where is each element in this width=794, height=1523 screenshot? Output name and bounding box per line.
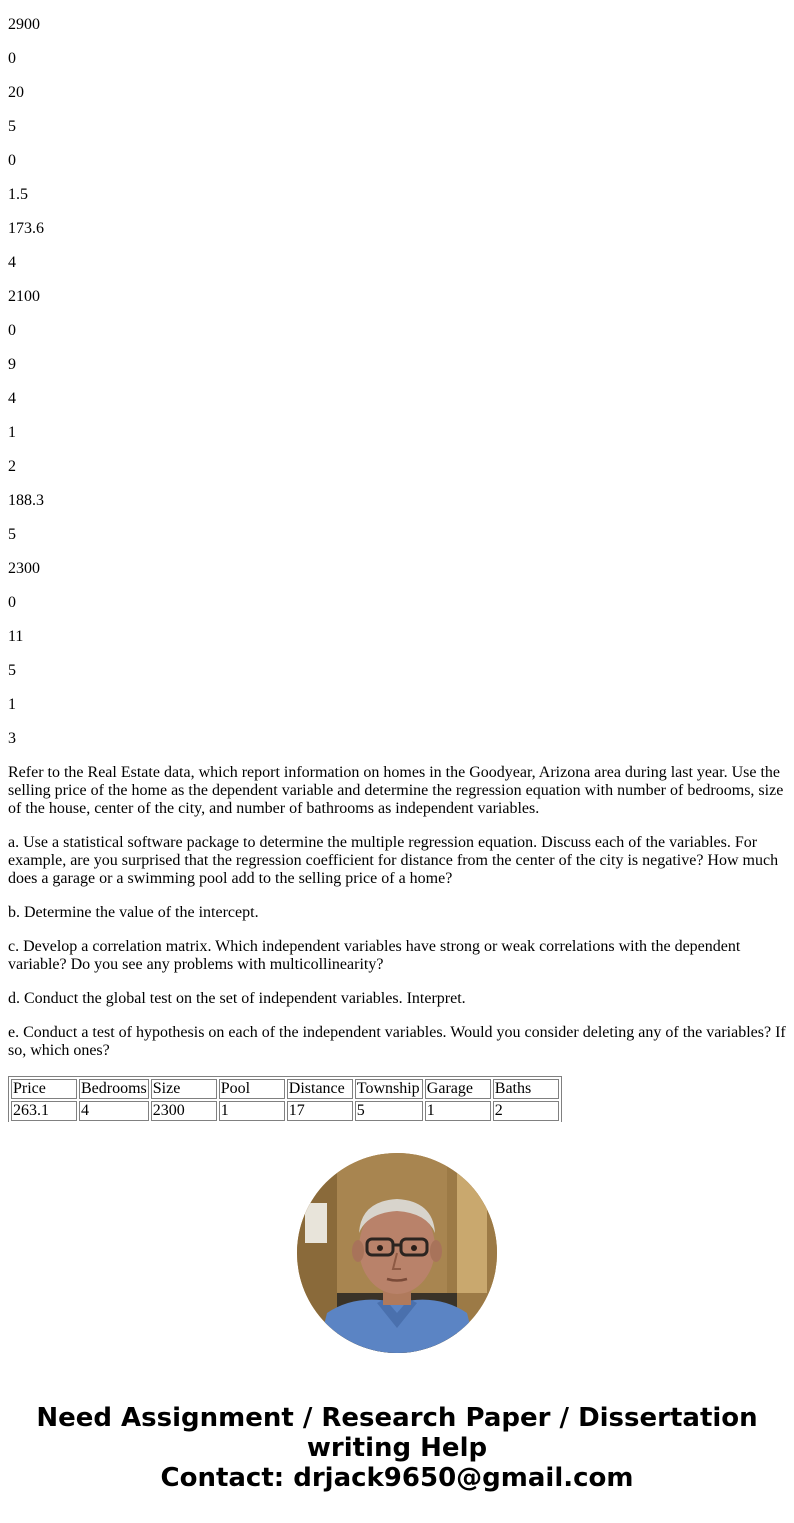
list-item: 173.6 <box>8 220 44 237</box>
list-item: 2 <box>8 458 16 475</box>
table-cell: 1 <box>425 1101 491 1121</box>
header-cell: Distance <box>287 1079 353 1099</box>
list-item: 0 <box>8 594 16 611</box>
header-cell: Pool <box>219 1079 285 1099</box>
real-estate-table <box>8 1076 562 1122</box>
question-d: d. Conduct the global test on the set of independent variables. Interpret. <box>8 990 466 1007</box>
list-item: 3 <box>8 730 16 747</box>
table-cell: 4 <box>79 1101 149 1121</box>
promo-line: Need Assignment / Research Paper / Dissertation <box>36 1403 758 1433</box>
list-item: 2900 <box>8 16 40 33</box>
list-item: 0 <box>8 50 16 67</box>
avatar <box>297 1153 497 1353</box>
table-cell: 2 <box>493 1101 559 1121</box>
list-item: 1 <box>8 696 16 713</box>
header-cell: Price <box>11 1079 77 1099</box>
list-item: 5 <box>8 118 16 135</box>
list-item: 9 <box>8 356 16 373</box>
table-cell: 2300 <box>151 1101 217 1121</box>
question-c: c. Develop a correlation matrix. Which independent variables have strong or weak correlations with the dependent variable? Do you see any problems with multicollinearity? <box>8 938 741 973</box>
list-item: 5 <box>8 526 16 543</box>
table-cell: 5 <box>355 1101 423 1121</box>
list-item: 5 <box>8 662 16 679</box>
list-item: 4 <box>8 254 16 271</box>
number-list <box>8 0 786 748</box>
table-cell: 263.1 <box>11 1101 77 1121</box>
table-row <box>11 1101 559 1121</box>
list-item: 0 <box>8 152 16 169</box>
list-item: 2300 <box>8 560 40 577</box>
list-item: 0 <box>8 322 16 339</box>
header-cell: Size <box>151 1079 217 1099</box>
list-item: 11 <box>8 628 24 645</box>
question-b: b. Determine the value of the intercept. <box>8 904 259 921</box>
table-cell: 1 <box>219 1101 285 1121</box>
promo-banner <box>0 1403 794 1493</box>
table-cell: 17 <box>287 1101 353 1121</box>
intro-paragraph: Refer to the Real Estate data, which report information on homes in the Goodyear, Arizona area during last year. Use the selling price of the home as the dependent variable and determine the regression equation with number of bedrooms, size of the house, center of the city, and number of bathrooms as independent variables. <box>8 764 784 817</box>
table-header-row <box>11 1079 559 1099</box>
header-cell: Township <box>355 1079 423 1099</box>
data-table-wrapper <box>8 1076 786 1122</box>
question-a: a. Use a statistical software package to determine the multiple regression equation. Discuss each of the variables. For example, are you surprised that the regression coefficient for distance from the center of the city is negative? How much does a garage or a swimming pool add to the selling price of a home? <box>8 834 779 887</box>
list-item: 2100 <box>8 288 40 305</box>
list-item: 20 <box>8 84 24 101</box>
header-cell: Bedrooms <box>81 1080 147 1097</box>
list-item: 188.3 <box>8 492 44 509</box>
list-item: 4 <box>8 390 16 407</box>
header-cell: Baths <box>493 1079 559 1099</box>
list-item: 1.5 <box>8 186 28 203</box>
question-e: e. Conduct a test of hypothesis on each of the independent variables. Would you consider deleting any of the variables? If so, which ones? <box>8 1024 786 1059</box>
header-cell: Garage <box>425 1079 491 1099</box>
list-item: 1 <box>8 424 16 441</box>
promo-contact: Contact: drjack9650@gmail.com <box>160 1463 634 1493</box>
promo-line: writing Help <box>306 1433 488 1463</box>
portrait-image <box>297 1153 497 1353</box>
